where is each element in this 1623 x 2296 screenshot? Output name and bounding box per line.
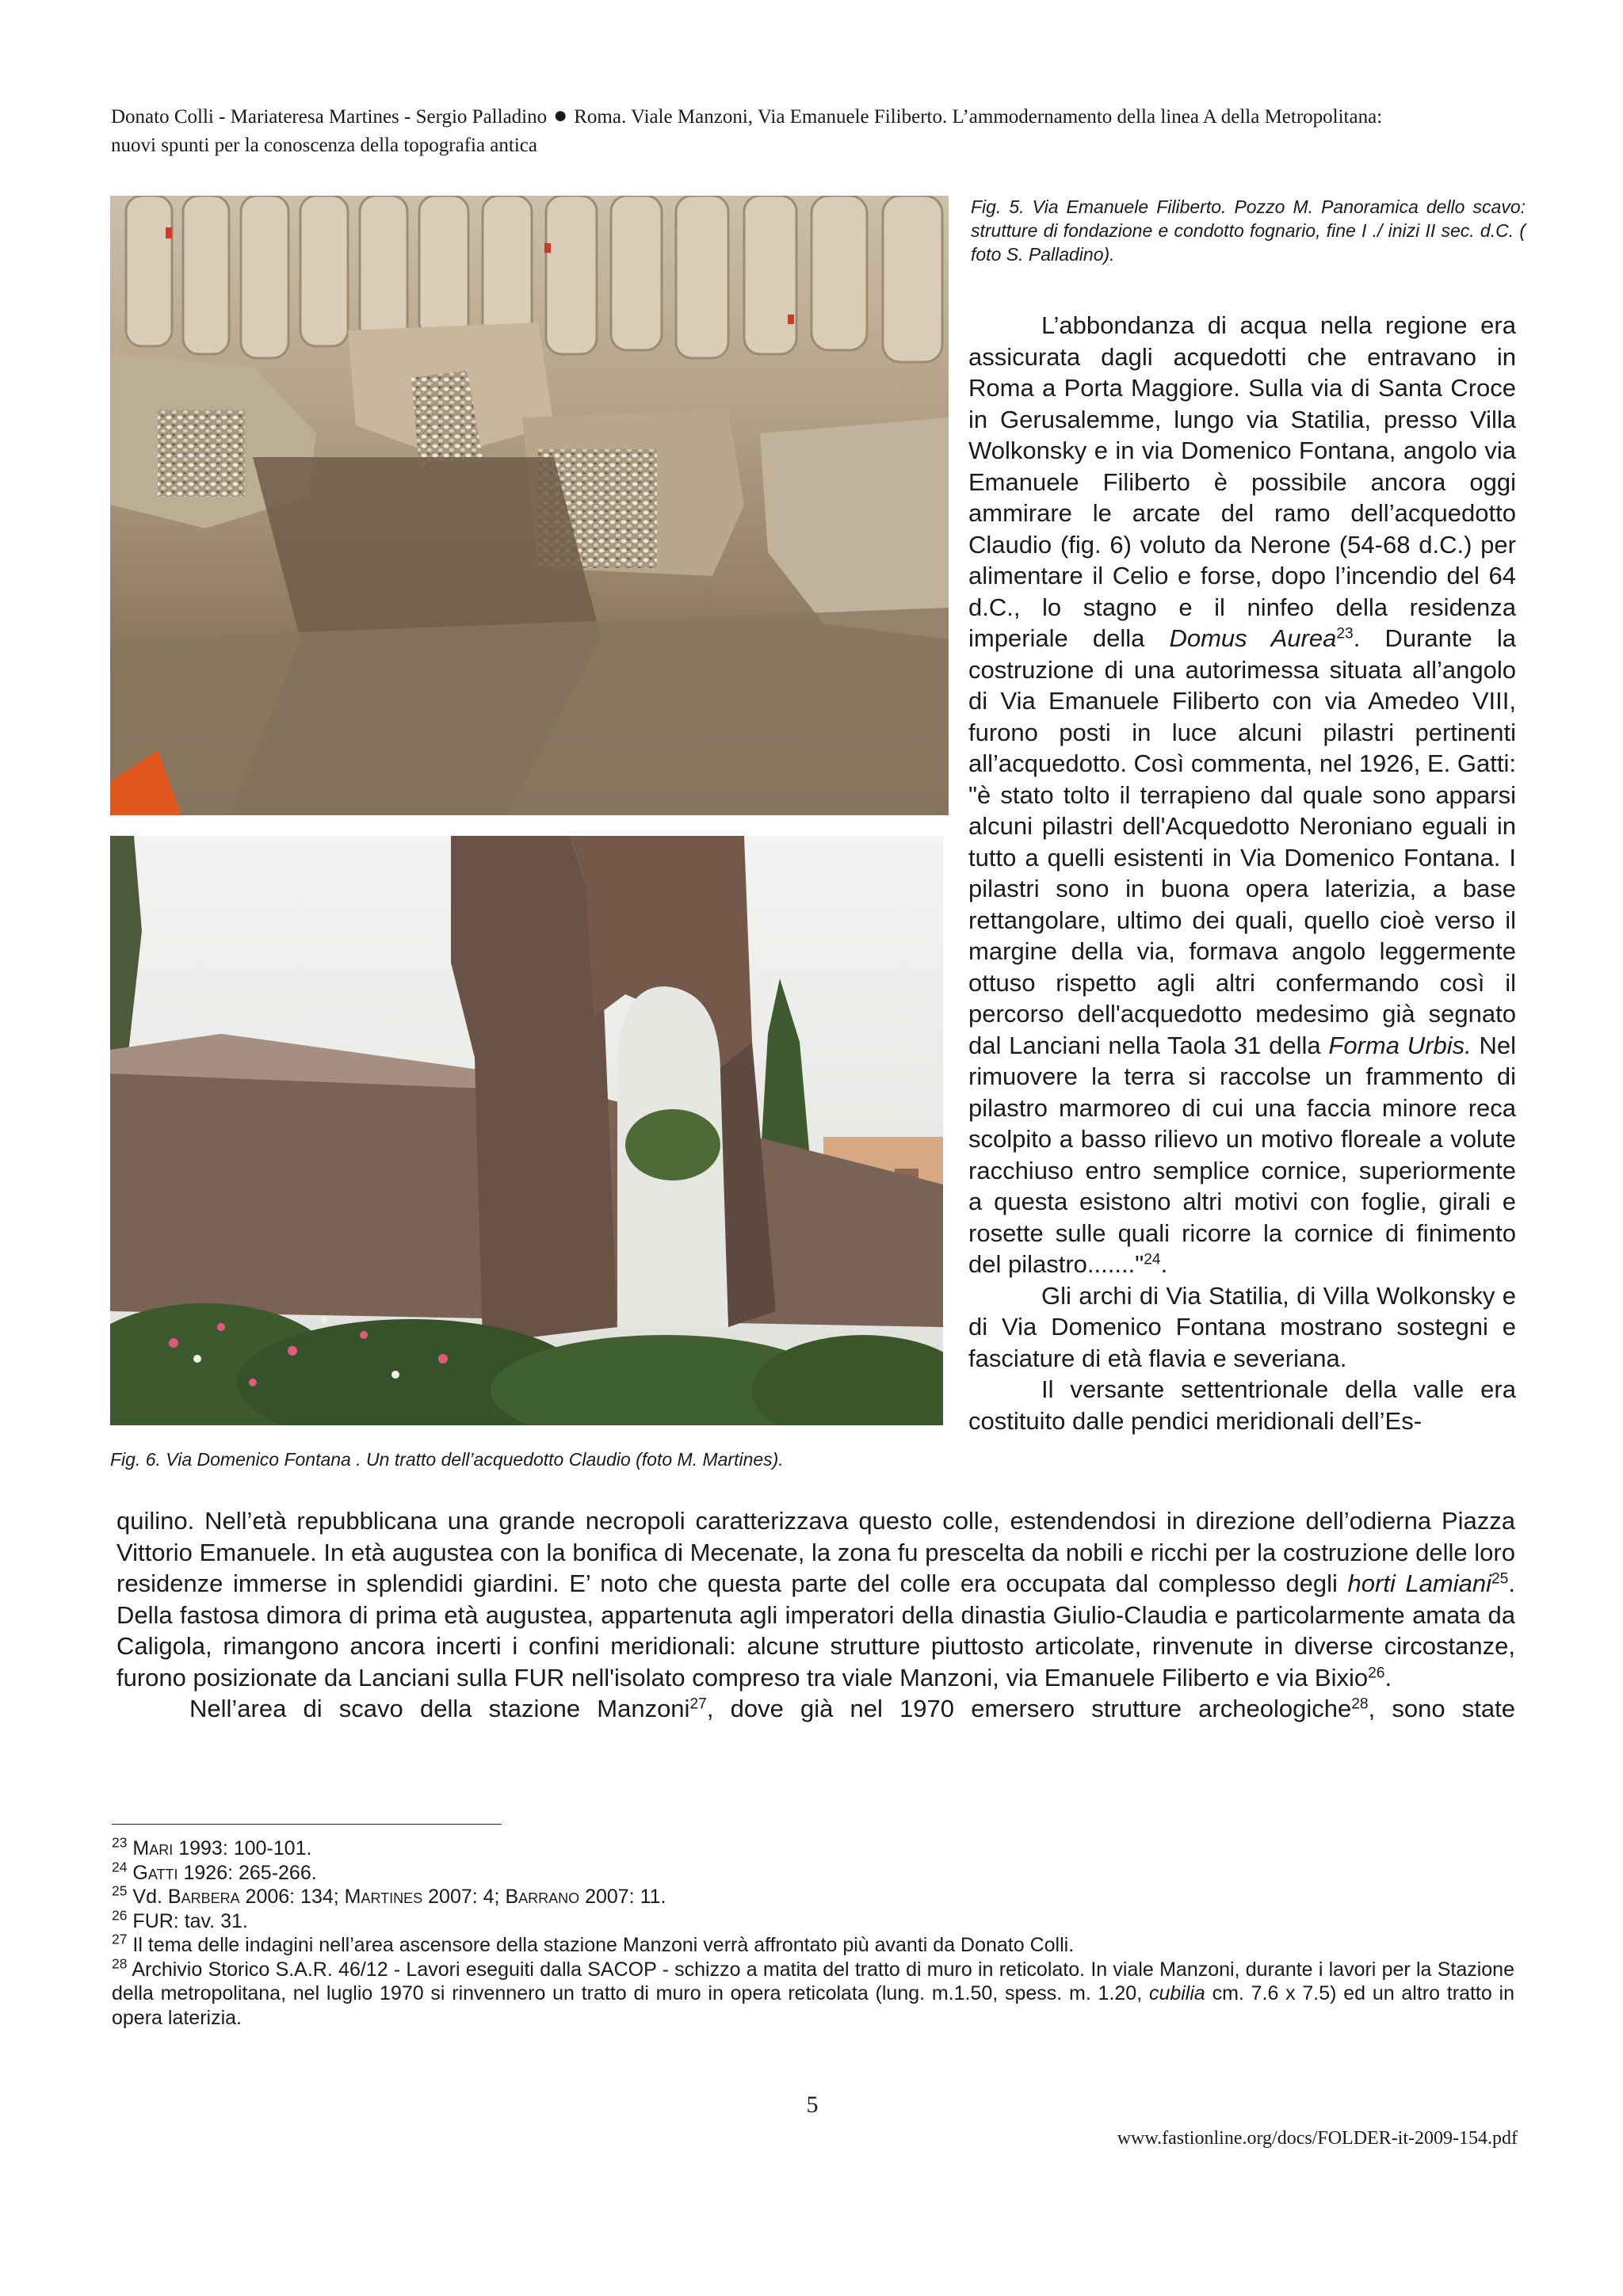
header-line-2: nuovi spunti per la conoscenza della topografia antica xyxy=(111,135,537,156)
text-run: Vd. xyxy=(132,1886,168,1908)
paragraph-esquiline xyxy=(116,1505,1515,1693)
text-run: FUR: tav. 31. xyxy=(132,1909,248,1932)
text-run: L’abbondanza di acqua nella regione era assicurata dagli acquedotti che entravano in Roma a Porta Maggiore. Sulla via di Santa Croce in Gerusalemme, lungo via Statilia, presso Villa Wolkonsky e in via Domenico Fontana, angolo via Emanuele Filiberto è possibile ancora oggi ammirare le arcate del ramo dell’acquedotto Claudio (fig. 6) voluto da Nerone (54-68 d.C.) per alimentare il Celio e forse, dopo l’incendio del 64 d.C., lo stagno e il ninfeo della residenza imperiale della xyxy=(968,311,1516,652)
body-column-text xyxy=(968,310,1516,1436)
footer-url: www.fastionline.org/docs/FOLDER-it-2009-154.pdf xyxy=(1117,2128,1518,2149)
italic-term-horti-lamiani: horti Lamiani xyxy=(1347,1569,1491,1597)
footnotes xyxy=(112,1836,1514,2030)
footnote-number: 24 xyxy=(112,1858,128,1875)
footnote-ref: 25 xyxy=(1491,1570,1509,1588)
footnote-25 xyxy=(112,1882,1514,1909)
page-number: 5 xyxy=(806,2092,819,2118)
footnote-23 xyxy=(112,1836,1514,1861)
italic-term-domus-aurea: Domus Aurea xyxy=(1169,624,1337,652)
footnote-number: 23 xyxy=(112,1834,128,1851)
text-run: , dove già nel 1970 emersero strutture archeologiche xyxy=(706,1695,1352,1722)
text-run: . xyxy=(1384,1663,1392,1691)
text-run: . Durante la costruzione di una autorimessa situata all’angolo di Via Emanuele Filiberto con via Amedeo VIII, furono posti in luce alcuni pilastri pertinenti all’acquedotto. Così commenta, nel 1926, E. Gatti: "è stato tolto il terrapieno dal quale sono apparsi alcuni pilastri dell'Acquedotto Neroniano eguali in tutto a quelli esistenti in Via Domenico Fontana. I pilastri sono in buona opera laterizia, a base rettangolare, ultimo dei quali, quello cioè verso il margine della via, formava angolo leggermente ottuso rispetto agli altri confermando così il percorso dell'acquedotto medesimo già segnato dal Lanciani nella Taola 31 della xyxy=(968,624,1516,1059)
footnote-ref: 23 xyxy=(1336,625,1354,643)
text-run: Nell’area di scavo della stazione Manzoni xyxy=(189,1695,690,1722)
footnote-26 xyxy=(112,1906,1514,1934)
text-run: . Della fastosa dimora di prima età augustea, appartenuta agli imperatori della dinastia Giulio-Claudia e particolarmente amata da Caligola, rimangono ancora incerti i confini meridionali: alcune strutture piuttosto articolate, rinvenute in diverse circostanze, furono posizionate da Lanciani sulla FUR nell'isolato compreso tra viale Manzoni, via Emanuele Filiberto e via Bixio xyxy=(116,1569,1515,1691)
header-authors: Donato Colli - Mariateresa Martines - Sergio Palladino xyxy=(111,106,548,128)
footnote-number: 28 xyxy=(112,1955,128,1971)
figure-6-caption: Fig. 6. Via Domenico Fontana . Un tratto dell’acquedotto Claudio (foto M. Martines). xyxy=(110,1449,784,1470)
footnote-number: 26 xyxy=(112,1906,128,1923)
paragraph-esquiline-start: Il versante settentrionale della valle era costituito dalle pendici meridionali dell’Es- xyxy=(968,1375,1516,1435)
footnote-number: 25 xyxy=(112,1882,128,1899)
text-run: 2006: 134; xyxy=(239,1886,345,1908)
text-run: Il tema delle indagini nell’area ascensore della stazione Manzoni verrà affrontato più avanti da Donato Colli. xyxy=(132,1934,1075,1956)
footnote-number: 27 xyxy=(112,1931,128,1947)
figure-5-excavation-photo xyxy=(110,196,949,815)
text-run: , sono state xyxy=(1368,1695,1515,1722)
italic-term-forma-urbis: Forma Urbis. xyxy=(1328,1031,1472,1059)
footnote-27 xyxy=(112,1933,1514,1958)
footnote-ref: 26 xyxy=(1368,1664,1385,1681)
header-bullet: ● xyxy=(553,102,568,128)
footnote-ref: 27 xyxy=(689,1695,707,1713)
italic-term-cubilia: cubilia xyxy=(1148,1982,1205,2004)
text-run: Nel rimuovere la terra si raccolse un frammento di pilastro marmoreo di cui una faccia minore reca scolpito a basso rilievo un motivo floreale a volute racchiuso entro semplice cornice, superiormente a questa esistono altri motivi con foglie, girali e rosette sulle quali ricorre la cornice di finimento del pilastro......." xyxy=(968,1031,1516,1278)
running-header xyxy=(111,101,1537,160)
author-name: Barbera xyxy=(167,1886,240,1908)
author-name: Barrano xyxy=(505,1886,580,1908)
footnote-separator xyxy=(112,1824,502,1825)
text-run: . xyxy=(1160,1250,1168,1278)
paragraph-arches: Gli archi di Via Statilia, di Villa Wolkonsky e di Via Domenico Fontana mostrano sostegni e fasciature di età flavia e severiana. xyxy=(968,1281,1516,1372)
author-name: Mari xyxy=(132,1837,174,1859)
text-run: 2007: 4; xyxy=(422,1886,506,1908)
footnote-ref: 24 xyxy=(1144,1251,1161,1268)
text-run: 1926: 265-266. xyxy=(178,1861,317,1884)
footnote-24 xyxy=(112,1858,1514,1886)
body-full-width-text xyxy=(116,1505,1515,1725)
header-line-1 xyxy=(111,101,1537,132)
text-run: Archivio Storico S.A.R. 46/12 - Lavori eseguiti dalla SACOP - schizzo a matita del tratto di muro in reticolato. In viale Manzoni, durante i lavori per la Stazione della metropolitana, nel luglio 1970 si rinvennero un tratto di muro in opera reticolata (lung. m.1.50, spess. m. 1.20, xyxy=(112,1958,1514,2004)
paragraph-manzoni-station xyxy=(116,1693,1515,1725)
footnote-28 xyxy=(112,1955,1514,2031)
text-run: quilino. Nell’età repubblicana una grande necropoli caratterizzava questo colle, estendendosi in direzione dell’odierna Piazza Vittorio Emanuele. In età augustea con la bonifica di Mecenate, la zona fu prescelta da nobili e ricchi per la costruzione delle loro residenze immerse in splendidi giardini. E’ noto che questa parte del colle era occupata dal complesso degli xyxy=(116,1507,1515,1597)
text-run: 1993: 100-101. xyxy=(173,1837,312,1859)
figure-6-aqueduct-photo xyxy=(110,836,943,1425)
footnote-ref: 28 xyxy=(1351,1695,1369,1713)
text-run: cm. 7.6 x 7.5) ed un altro tratto in opera laterizia. xyxy=(112,1982,1514,2029)
author-name: Gatti xyxy=(132,1861,178,1884)
header-title: Roma. Viale Manzoni, Via Emanuele Filiberto. L’ammodernamento della linea A della Metropolitana: xyxy=(574,106,1383,128)
figure-5-caption: Fig. 5. Via Emanuele Filiberto. Pozzo M. Panoramica dello scavo: strutture di fondazione e condotto fognario, fine I ./ inizi II sec. d.C. ( foto S. Palladino). xyxy=(971,196,1526,265)
paragraph-aqueducts xyxy=(968,310,1516,1280)
author-name: Martines xyxy=(344,1886,423,1908)
text-run: 2007: 11. xyxy=(579,1886,666,1908)
